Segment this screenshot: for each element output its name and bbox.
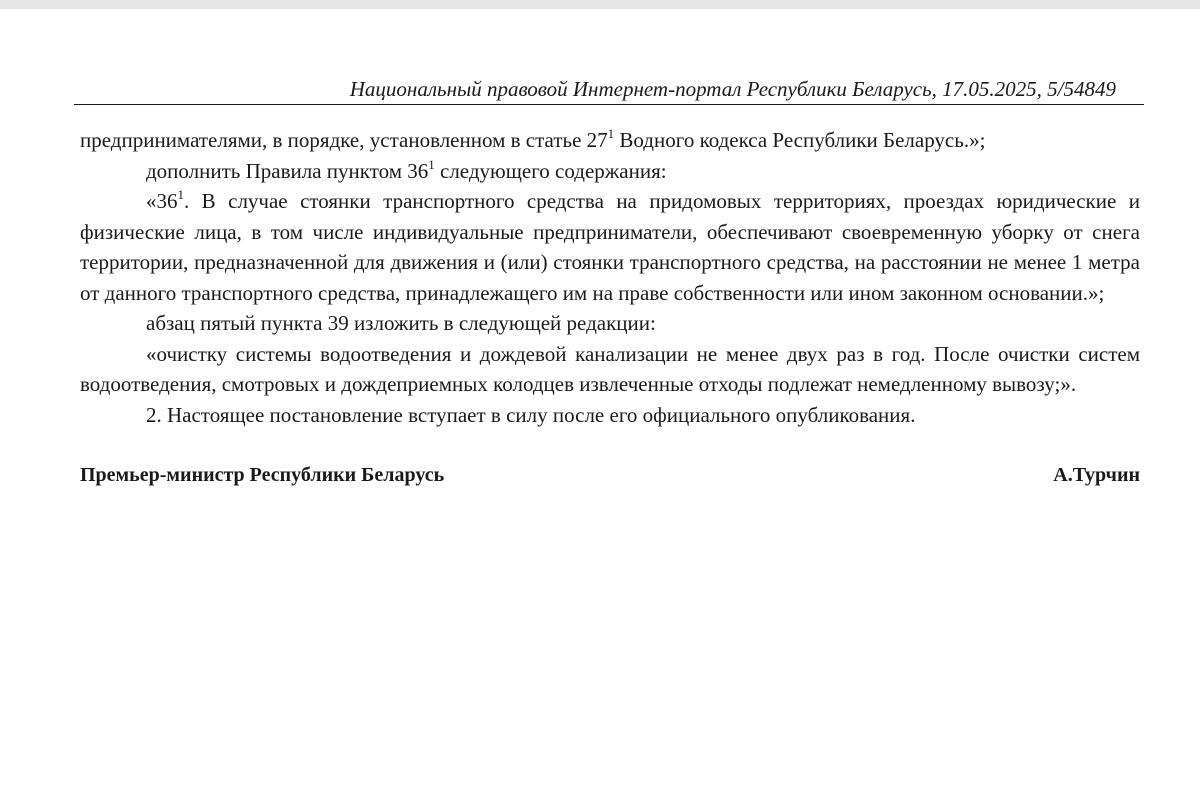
paragraph-2-text-b: следующего содержания:	[434, 158, 667, 183]
paragraph-2	[80, 156, 1140, 187]
paragraph-1	[80, 125, 1140, 156]
signature-position: Премьер-министр Республики Беларусь	[80, 464, 445, 486]
signature-block	[80, 460, 1140, 490]
document-body	[80, 125, 1140, 430]
paragraph-5: «очистку системы водоотведения и дождевой канализации не менее двух раз в год. После очистки систем водоотведения, смотровых и дождеприемных колодцев извлеченные отходы подлежат немедленному вывозу;».	[80, 341, 1140, 396]
paragraph-3	[80, 186, 1140, 308]
paragraph-1-text-a: предпринимателями, в порядке, установленном в статье 27	[80, 128, 608, 152]
superscript-2: 1	[428, 156, 435, 172]
superscript-3: 1	[177, 187, 184, 202]
paragraph-1-text-b: Водного кодекса Республики Беларусь.»;	[614, 128, 986, 152]
paragraph-2-text-a: дополнить Правила пунктом 36	[146, 158, 429, 183]
signature-name: А.Турчин	[1053, 464, 1140, 486]
paragraph-4: абзац пятый пункта 39 изложить в следующей редакции:	[146, 311, 656, 335]
portal-header: Национальный правовой Интернет-портал Республики Беларусь, 17.05.2025, 5/54849	[74, 74, 1144, 105]
paragraph-3-text-a: «36	[146, 189, 178, 213]
viewer-top-bar	[0, 0, 1200, 9]
superscript-1: 1	[607, 126, 615, 141]
paragraph-6: 2. Настоящее постановление вступает в силу после его официального опубликования.	[146, 402, 916, 427]
paragraph-3-text-b: . В случае стоянки транспортного средства на придомовых территориях, проездах юридические и физические лица, в том числе индивидуальные предприниматели, обеспечивают своевременную уборку от снега территории, предназначенной для движения и (или) стоянки транспортного средства, на расстоянии не менее 1 метра от данного транспортного средства, принадлежащего им на праве собственности или ином законном основании.»;	[80, 189, 1140, 305]
document-page	[80, 74, 1140, 490]
